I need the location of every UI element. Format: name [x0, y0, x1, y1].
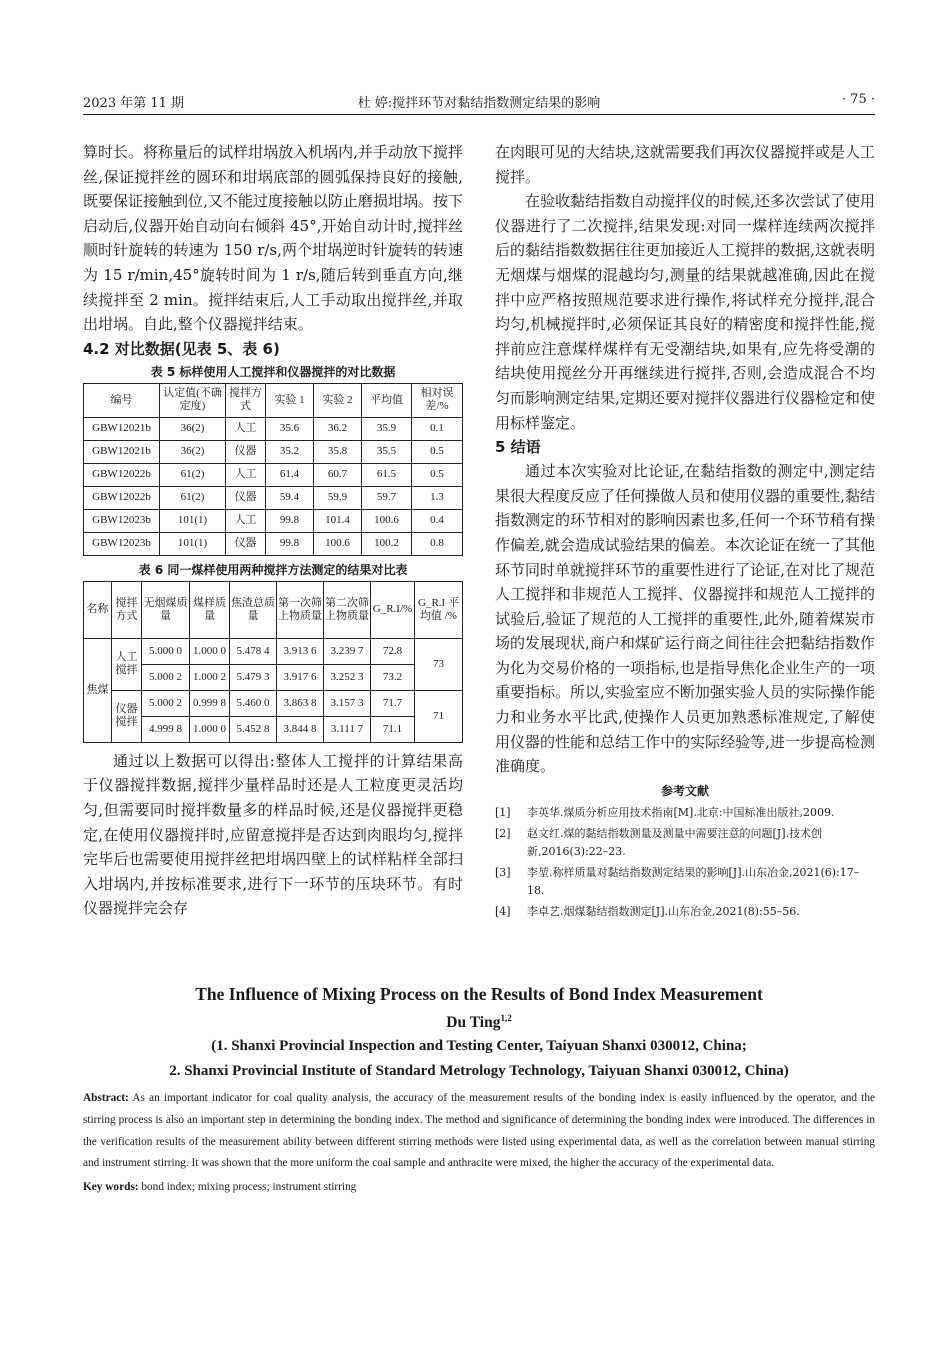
body-paragraph: 算时长。将称量后的试样坩埚放入机埚内,并手动放下搅拌丝,保证搅拌丝的圆环和坩埚底部的圆弧保持良好的接触,既要保证接触到位,又不能过度接触以防止磨损坩埚。按下启动后,仪器开始自动向右倾斜 45°,开始自动计时,搅拌丝顺时针旋转的转速为 150 r/s,两个坩埚逆时针旋转的转速为 15 r/min,45°旋转时间为 1 r/s,随后转到垂直方向,继续搅拌至 2 min。搅拌结束后,人工手动取出搅拌丝,并取出坩埚。自此,整个仪器搅拌结束。 [83, 143, 463, 334]
t5-cell: GBW12022b [84, 486, 160, 509]
issue-label: 2023 年第 11 期 [83, 96, 185, 111]
reference-item [495, 864, 875, 900]
english-keywords [83, 1177, 875, 1198]
t5-cell: 35.8 [314, 440, 362, 463]
t6-header: G_R.I 平均值 /% [415, 581, 463, 638]
reference-item [495, 825, 875, 861]
body-paragraph: 通过本次实验对比论证,在黏结指数的测定中,测定结果很大程度反应了任何操做人员和使用仪器的重要性,黏结指数测定的环节相对的影响因素也多,任何一个环节稍有操作偏差,就会造成试验结果的偏差。本次论证在统一了其他环节同时单就搅拌环节的重要性进行了论证,在对比了规范人工搅拌和非规范人工搅拌、仪器搅拌和规范人工搅拌的试验后,验证了规范的人工搅拌的重要性,此外,随着煤炭市场的发展现状,商户和煤矿运行商之间往往会把黏结指数作为化为交易价格的一项指标,也是指导焦化企业生产的一项重要指标。所以,实验室应不断加强实验人员的实际操作能力和业务水平比武,使操作人员更加熟悉标准规定,了解使用仪器的性能和总结工作中的实际经验等,进一步提高检测准确度。 [495, 462, 875, 776]
t6-cell: 1.000 0 [190, 638, 230, 664]
english-abstract-block [83, 982, 875, 1198]
t6-cell: 3.844 8 [277, 716, 324, 742]
t5-header: 平均值 [362, 383, 412, 417]
t5-header: 实验 1 [266, 383, 314, 417]
t5-cell: 35.2 [266, 440, 314, 463]
t6-header: 第一次筛上物质量 [277, 581, 324, 638]
table-row [84, 532, 463, 555]
table-row [84, 638, 463, 664]
t6-average: 71 [415, 690, 463, 742]
abstract-label: Abstract: [83, 1092, 129, 1105]
reference-text: 赵文红.煤的黏结指数测量及测量中需要注意的问题[J].技术创新,2016(3):22–23. [527, 826, 822, 858]
table-row [84, 486, 463, 509]
t6-method: 人工搅拌 [112, 638, 142, 690]
keywords-label: Key words: [83, 1180, 139, 1193]
t5-cell: 0.4 [412, 509, 463, 532]
t5-cell: 仪器 [226, 486, 266, 509]
t5-header: 编号 [84, 383, 160, 417]
t5-header: 实验 2 [314, 383, 362, 417]
t5-cell: 61(2) [160, 486, 226, 509]
affiliation-1: (1. Shanxi Provincial Inspection and Testing Center, Taiyuan Shanxi 030012, China; [211, 1038, 747, 1055]
t5-cell: GBW12023b [84, 532, 160, 555]
t6-sample-name: 焦煤 [84, 638, 112, 742]
t5-cell: 人工 [226, 417, 266, 440]
author-affiliation-marks: 1,2 [500, 1013, 512, 1023]
t5-cell: 36.2 [314, 417, 362, 440]
keywords-text: bond index; mixing process; instrument stirring [141, 1180, 357, 1193]
t5-cell: 仪器 [226, 440, 266, 463]
t6-cell: 5.478 4 [230, 638, 277, 664]
t5-cell: 61(2) [160, 463, 226, 486]
t5-cell: GBW12023b [84, 509, 160, 532]
t6-header: 第二次筛上物质量 [324, 581, 371, 638]
t5-cell: 人工 [226, 509, 266, 532]
t5-cell: 59.7 [362, 486, 412, 509]
t6-cell: 5.452 8 [230, 716, 277, 742]
t5-cell: GBW12021b [84, 440, 160, 463]
t6-header: 无烟煤质量 [142, 581, 190, 638]
t5-cell: GBW12021b [84, 417, 160, 440]
t5-cell: 35.6 [266, 417, 314, 440]
affiliation-2: 2. Shanxi Provincial Institute of Standard Metrology Technology, Taiyuan Shanxi 030012, China) [169, 1063, 789, 1080]
author-name: Du Ting [446, 1014, 501, 1032]
table-row [84, 440, 463, 463]
section-heading: 4.2 对比数据(见表 5、表 6) [83, 339, 280, 358]
t5-cell: 100.6 [314, 532, 362, 555]
t5-cell: 59.9 [314, 486, 362, 509]
table-row [84, 417, 463, 440]
t6-cell: 1.000 2 [190, 664, 230, 690]
reference-number: [3] [495, 865, 511, 879]
t5-cell: 100.6 [362, 509, 412, 532]
reference-text: 李卓艺.烟煤黏结指数测定[J].山东冶金,2021(8):55–56. [527, 904, 800, 918]
reference-text: 李堃.称样质量对黏结指数测定结果的影响[J].山东冶金,2021(6):17–18. [527, 865, 860, 897]
reference-item [495, 903, 875, 921]
t6-cell: 3.863 8 [277, 690, 324, 716]
t5-cell: 60.7 [314, 463, 362, 486]
table6-caption: 表 6 同一煤样使用两种搅拌方法测定的结果对比表 [138, 562, 408, 577]
t5-cell: 101.4 [314, 509, 362, 532]
section-heading: 5 结语 [495, 438, 541, 457]
running-title: 杜 婷:搅拌环节对黏结指数测定结果的影响 [357, 96, 601, 111]
reference-number: [1] [495, 805, 511, 819]
t5-header: 认定值(不确定度) [160, 383, 226, 417]
t5-cell: 61.4 [266, 463, 314, 486]
t5-header: 搅拌方式 [226, 383, 266, 417]
body-paragraph: 通过以上数据可以得出:整体人工搅拌的计算结果高于仪器搅拌数据,搅拌少量样品时还是人工粒度更灵活均匀,但需要同时搅拌数量多的样品时候,还是仪器搅拌更稳定,在使用仪器搅拌时,应留意搅拌是否达到肉眼均匀,搅拌完毕后也需要使用搅拌丝把坩埚四壁上的试样粘样全部扫入坩埚内,并按标准要求,进行下一环节的压块环节。有时仪器搅拌完会存 [83, 751, 463, 918]
t5-cell: 36(2) [160, 417, 226, 440]
t6-cell: 1.000 0 [190, 716, 230, 742]
t5-cell: 99.8 [266, 532, 314, 555]
t5-cell: 仪器 [226, 532, 266, 555]
table-row [84, 463, 463, 486]
t6-cell: 3.913 6 [277, 638, 324, 664]
t5-cell: 35.9 [362, 417, 412, 440]
english-abstract [83, 1088, 875, 1175]
t6-header: 焦渣总质量 [230, 581, 277, 638]
t5-cell: GBW12022b [84, 463, 160, 486]
table-row [84, 690, 463, 716]
t6-cell: 3.157 3 [324, 690, 371, 716]
t6-cell: 71.7 [371, 690, 415, 716]
page-number: · 75 · [841, 92, 875, 107]
english-author [83, 1007, 875, 1034]
t6-method: 仪器搅拌 [112, 690, 142, 742]
t6-cell: 3.252 3 [324, 664, 371, 690]
references-heading: 参考文献 [660, 783, 709, 798]
t6-header: G_R.I/% [371, 581, 415, 638]
t6-cell: 4.999 8 [142, 716, 190, 742]
reference-number: [4] [495, 904, 511, 918]
t5-cell: 101(1) [160, 532, 226, 555]
table6 [83, 581, 463, 743]
t5-cell: 100.2 [362, 532, 412, 555]
t5-cell: 0.5 [412, 440, 463, 463]
t6-cell: 3.917 6 [277, 664, 324, 690]
reference-text: 李英华.煤质分析应用技术指南[M].北京:中国标准出版社,2009. [527, 805, 835, 819]
t6-cell: 72.8 [371, 638, 415, 664]
reference-item [495, 804, 875, 822]
t5-cell: 0.5 [412, 463, 463, 486]
english-title: The Influence of Mixing Process on the Results of Bond Index Measurement [195, 984, 763, 1004]
t5-cell: 1.3 [412, 486, 463, 509]
right-column [495, 140, 875, 921]
t6-cell: 0.999 8 [190, 690, 230, 716]
table-row [84, 509, 463, 532]
t5-cell: 36(2) [160, 440, 226, 463]
t6-cell: 5.000 2 [142, 664, 190, 690]
t6-cell: 5.000 0 [142, 638, 190, 664]
t5-cell: 人工 [226, 463, 266, 486]
t6-average: 73 [415, 638, 463, 690]
t6-cell: 71.1 [371, 716, 415, 742]
t6-header: 名称 [84, 581, 112, 638]
body-paragraph: 在验收黏结指数自动搅拌仪的时候,还多次尝试了使用仪器进行了二次搅拌,结果发现:对同一煤样连续两次搅拌后的黏结指数数据往往更加接近人工搅拌的数据,这就表明无烟煤与烟煤的混越均匀,测量的结果就越准确,因此在搅拌中应严格按照规范要求进行操作,将试样充分搅拌,混合均匀,机械搅拌时,必须保证其良好的精密度和搅拌性能,搅拌前应注意煤样煤样有无受潮结块,如果有,应先将受潮的结块使用搅丝分开再继续进行搅拌,否则,会造成混合不均匀而影响测定结果,定期还要对搅拌仪器进行仪器检定和使用标样鉴定。 [495, 192, 875, 432]
t6-cell: 3.111 7 [324, 716, 371, 742]
t6-cell: 3.239 7 [324, 638, 371, 664]
body-paragraph: 在肉眼可见的大结块,这就需要我们再次仪器搅拌或是人工搅拌。 [495, 143, 875, 186]
t5-cell: 101(1) [160, 509, 226, 532]
t6-cell: 5.000 2 [142, 690, 190, 716]
t6-cell: 73.2 [371, 664, 415, 690]
running-header [83, 88, 875, 115]
t5-cell: 99.8 [266, 509, 314, 532]
t6-header: 搅拌方式 [112, 581, 142, 638]
t5-header: 相对误差/% [412, 383, 463, 417]
reference-number: [2] [495, 826, 511, 840]
t5-cell: 0.8 [412, 532, 463, 555]
table5-caption: 表 5 标样使用人工搅拌和仪器搅拌的对比数据 [150, 364, 396, 379]
t5-cell: 61.5 [362, 463, 412, 486]
t5-cell: 35.5 [362, 440, 412, 463]
abstract-text: As an important indicator for coal quality analysis, the accuracy of the measurement results of the bonding index is easily influenced by the operator, and the stirring process is also an important step in determining the bonding index. The method and significance of determining the bonding index were introduced. The differences in the verification results of the measurement ability between different stirring methods were listed using experimental data, as well as the correlation between manual stirring and instrument stirring. It was shown that the more uniform the coal sample and anthracite were mixed, the higher the accuracy of the experimental data. [83, 1092, 875, 1170]
t5-cell: 0.1 [412, 417, 463, 440]
t6-cell: 5.479 3 [230, 664, 277, 690]
t6-header: 煤样质量 [190, 581, 230, 638]
t6-cell: 5.460 0 [230, 690, 277, 716]
table5 [83, 383, 463, 556]
left-column [83, 140, 463, 921]
t5-cell: 59.4 [266, 486, 314, 509]
